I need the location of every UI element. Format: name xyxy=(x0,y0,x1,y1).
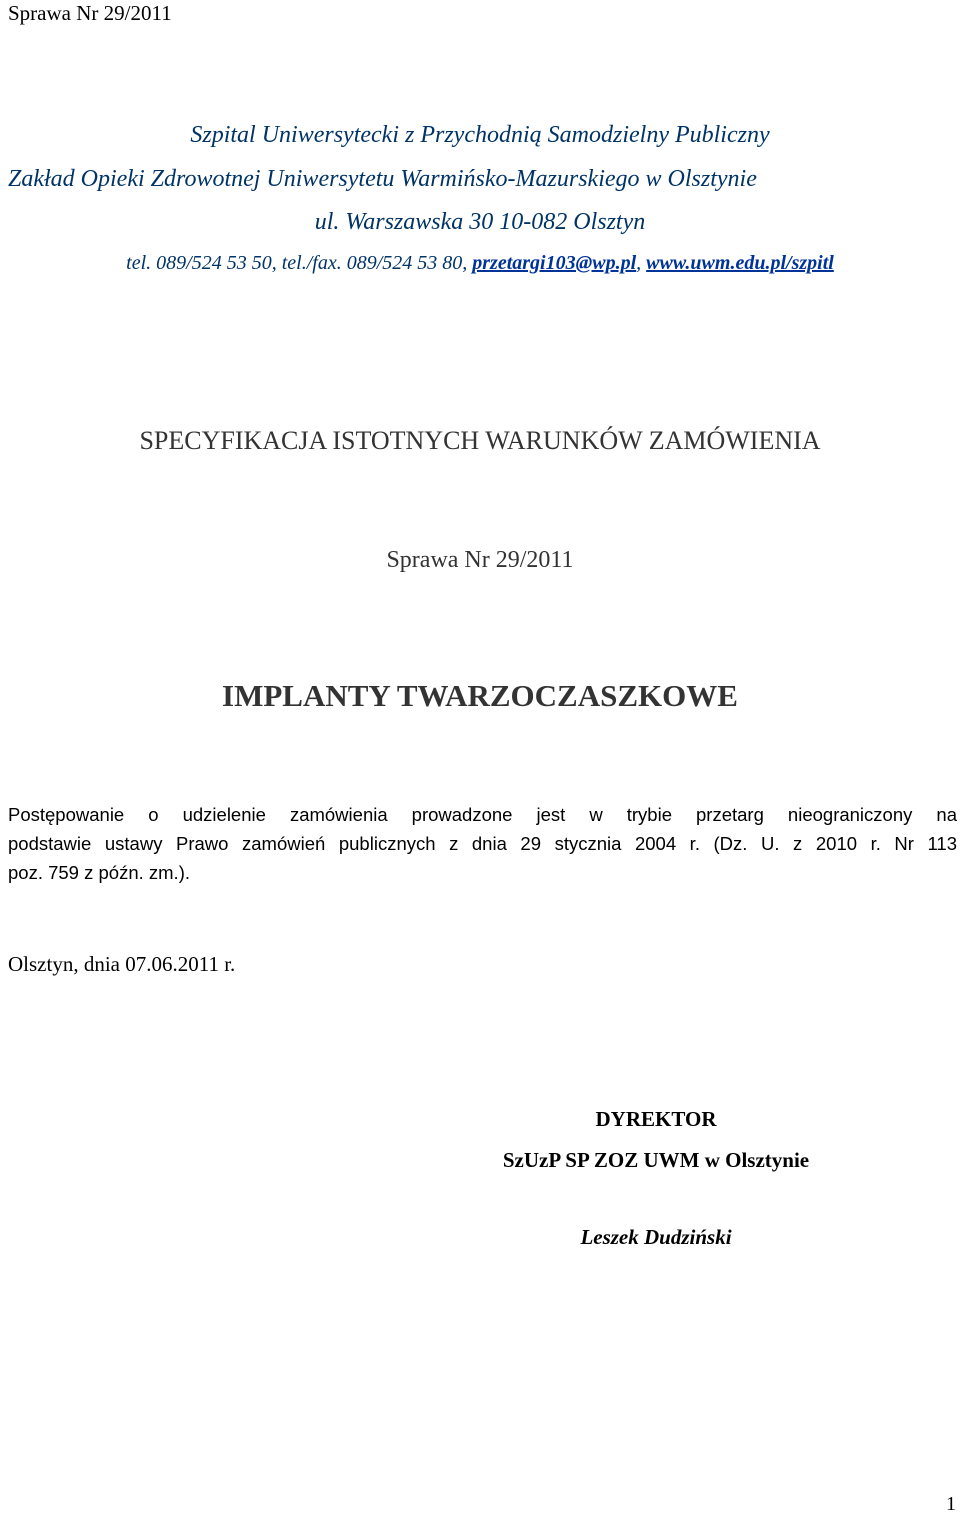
email-link[interactable]: przetargi103@wp.pl xyxy=(472,252,637,274)
procedure-description-line: Postępowanie o udzielenie zamówienia prowadzone jest w trybie przetarg nieograniczony na xyxy=(8,804,957,825)
institution-address: ul. Warszawska 30 10-082 Olsztyn xyxy=(314,209,646,235)
case-number: Sprawa Nr 29/2011 xyxy=(386,547,574,573)
procurement-subject: IMPLANTY TWARZOCZASZKOWE xyxy=(222,678,738,713)
header-case-reference: Sprawa Nr 29/2011 xyxy=(8,1,172,25)
signature-name: Leszek Dudziński xyxy=(580,1225,732,1249)
procedure-description xyxy=(8,800,957,887)
page-number: 1 xyxy=(946,1493,956,1515)
document-title: SPECYFIKACJA ISTOTNYCH WARUNKÓW ZAMÓWIENIA xyxy=(139,426,821,455)
contact-phone-fax: tel. 089/524 53 50, tel./fax. 089/524 53 80, xyxy=(126,252,473,274)
website-link[interactable]: www.uwm.edu.pl/szpitl xyxy=(646,252,834,274)
place-and-date: Olsztyn, dnia 07.06.2011 r. xyxy=(8,952,236,976)
institution-contact-line xyxy=(0,252,960,275)
signature-role: DYREKTOR xyxy=(595,1107,717,1131)
signature-organization: SzUzP SP ZOZ UWM w Olsztynie xyxy=(502,1148,810,1172)
procedure-description-line: poz. 759 z późn. zm.). xyxy=(8,862,191,883)
contact-separator: , xyxy=(636,252,647,274)
institution-name-line-2: Zakład Opieki Zdrowotnej Uniwersytetu Warmińsko-Mazurskiego w Olsztynie xyxy=(8,166,757,192)
institution-name-line-1: Szpital Uniwersytecki z Przychodnią Samodzielny Publiczny xyxy=(190,122,770,148)
procedure-description-line: podstawie ustawy Prawo zamówień publicznych z dnia 29 stycznia 2004 r. (Dz. U. z 2010 r. Nr 113 xyxy=(8,833,957,854)
